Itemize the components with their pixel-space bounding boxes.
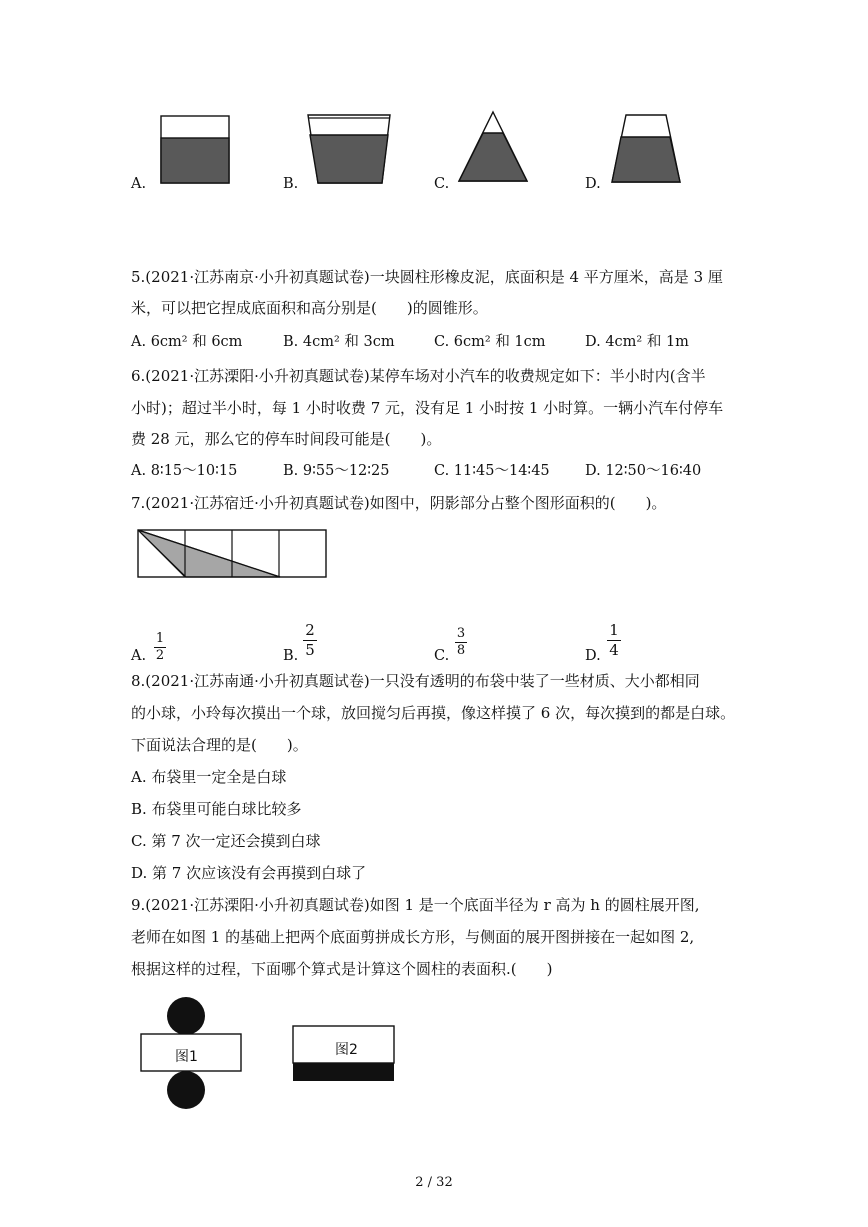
q6-stem-line2: 小时)；超过半小时，每 1 小时收费 7 元，没有足 1 小时按 1 小时算。一辆小汽车付停车 [131,399,724,417]
q8-option-a: A. 布袋里一定全是白球 [131,768,287,786]
q7-option-b-numerator: 2 [305,621,315,639]
q5-option-b: B. 4cm² 和 3cm [283,334,395,350]
q5-option-c: C. 6cm² 和 1cm [434,334,546,350]
q9-stem-line2: 老师在如图 1 的基础上把两个底面剪拼成长方形，与侧面的展开图拼接在一起如图 2, [131,928,695,946]
q7-option-c-numerator: 3 [456,626,466,641]
q8-stem-line2: 的小球，小玲每次摸出一个球，放回搅匀后再摸，像这样摸了 6 次，每次摸到的都是白球。 [131,704,736,722]
q8-option-c: C. 第 7 次一定还会摸到白球 [131,832,321,850]
q7-option-d-numerator: 1 [609,621,619,639]
q6-stem-line3: 费 28 元，那么它的停车时间段可能是( )。 [131,430,442,448]
q7-figure [130,523,335,585]
q7-option-d-fraction [607,622,621,659]
q5-option-a: A. 6cm² 和 6cm [131,334,243,350]
q4-figure-d [612,115,680,182]
q8-option-d: D. 第 7 次应该没有会再摸到白球了 [131,864,367,882]
q7-option-d-label: D. [585,648,601,664]
q6-option-c: C. 11∶45～14∶45 [434,463,550,479]
q6-stem-line1: 6.(2021·江苏溧阳·小升初真题试卷)某停车场对小汽车的收费规定如下：半小时内(含半 [131,367,706,385]
q7-option-b-denominator: 5 [305,641,315,659]
q8-stem-line3: 下面说法合理的是( )。 [131,736,308,754]
q4-option-a-label: A. [131,176,147,192]
q5-option-d: D. 4cm² 和 1m [585,334,689,350]
q7-option-a-label: A. [131,648,147,664]
q7-option-a-denominator: 2 [155,648,165,663]
q7-option-d-denominator: 4 [609,641,619,659]
q8-stem-line1: 8.(2021·江苏南通·小升初真题试卷)一只没有透明的布袋中装了一些材质、大小都相同 [131,672,700,690]
q7-option-a-fraction [154,632,166,663]
q4-figures [150,105,710,190]
q4-figure-c [459,112,527,181]
q5-stem-line1: 5.(2021·江苏南京·小升初真题试卷)一块圆柱形橡皮泥，底面积是 4 平方厘米，高是 3 厘 [131,268,723,286]
q7-option-b-label: B. [283,648,299,664]
q4-figure-a [161,116,229,183]
q9-stem-line3: 根据这样的过程，下面哪个算式是计算这个圆柱的表面积.( ) [131,960,553,978]
q7-stem-line1: 7.(2021·江苏宿迁·小升初真题试卷)如图中，阴影部分占整个图形面积的( )。 [131,494,667,512]
q7-option-c-label: C. [434,648,450,664]
q6-option-b: B. 9∶55～12∶25 [283,463,390,479]
q4-option-b-label: B. [283,176,299,192]
q6-option-a: A. 8∶15～10∶15 [131,463,238,479]
q7-option-c-denominator: 8 [456,643,466,658]
q7-option-a-numerator: 1 [155,631,165,646]
q4-figure-b [308,115,390,183]
q4-option-c-label: C. [434,176,450,192]
q5-stem-line2: 米，可以把它捏成底面积和高分别是( )的圆锥形。 [131,299,488,317]
q6-option-d: D. 12∶50～16∶40 [585,463,702,479]
q9-stem-line1: 9.(2021·江苏溧阳·小升初真题试卷)如图 1 是一个底面半径为 r 高为 h 的圆柱展开图, [131,896,700,914]
q4-option-d-label: D. [585,176,601,192]
page-number: 2 / 32 [415,1175,453,1190]
q9-figure-1-label: 图1 [175,1049,198,1065]
q8-option-b: B. 布袋里可能白球比较多 [131,800,302,818]
q9-figure-2-label: 图2 [335,1042,358,1058]
q7-option-c-fraction [455,627,467,658]
q7-option-b-fraction [303,622,317,659]
